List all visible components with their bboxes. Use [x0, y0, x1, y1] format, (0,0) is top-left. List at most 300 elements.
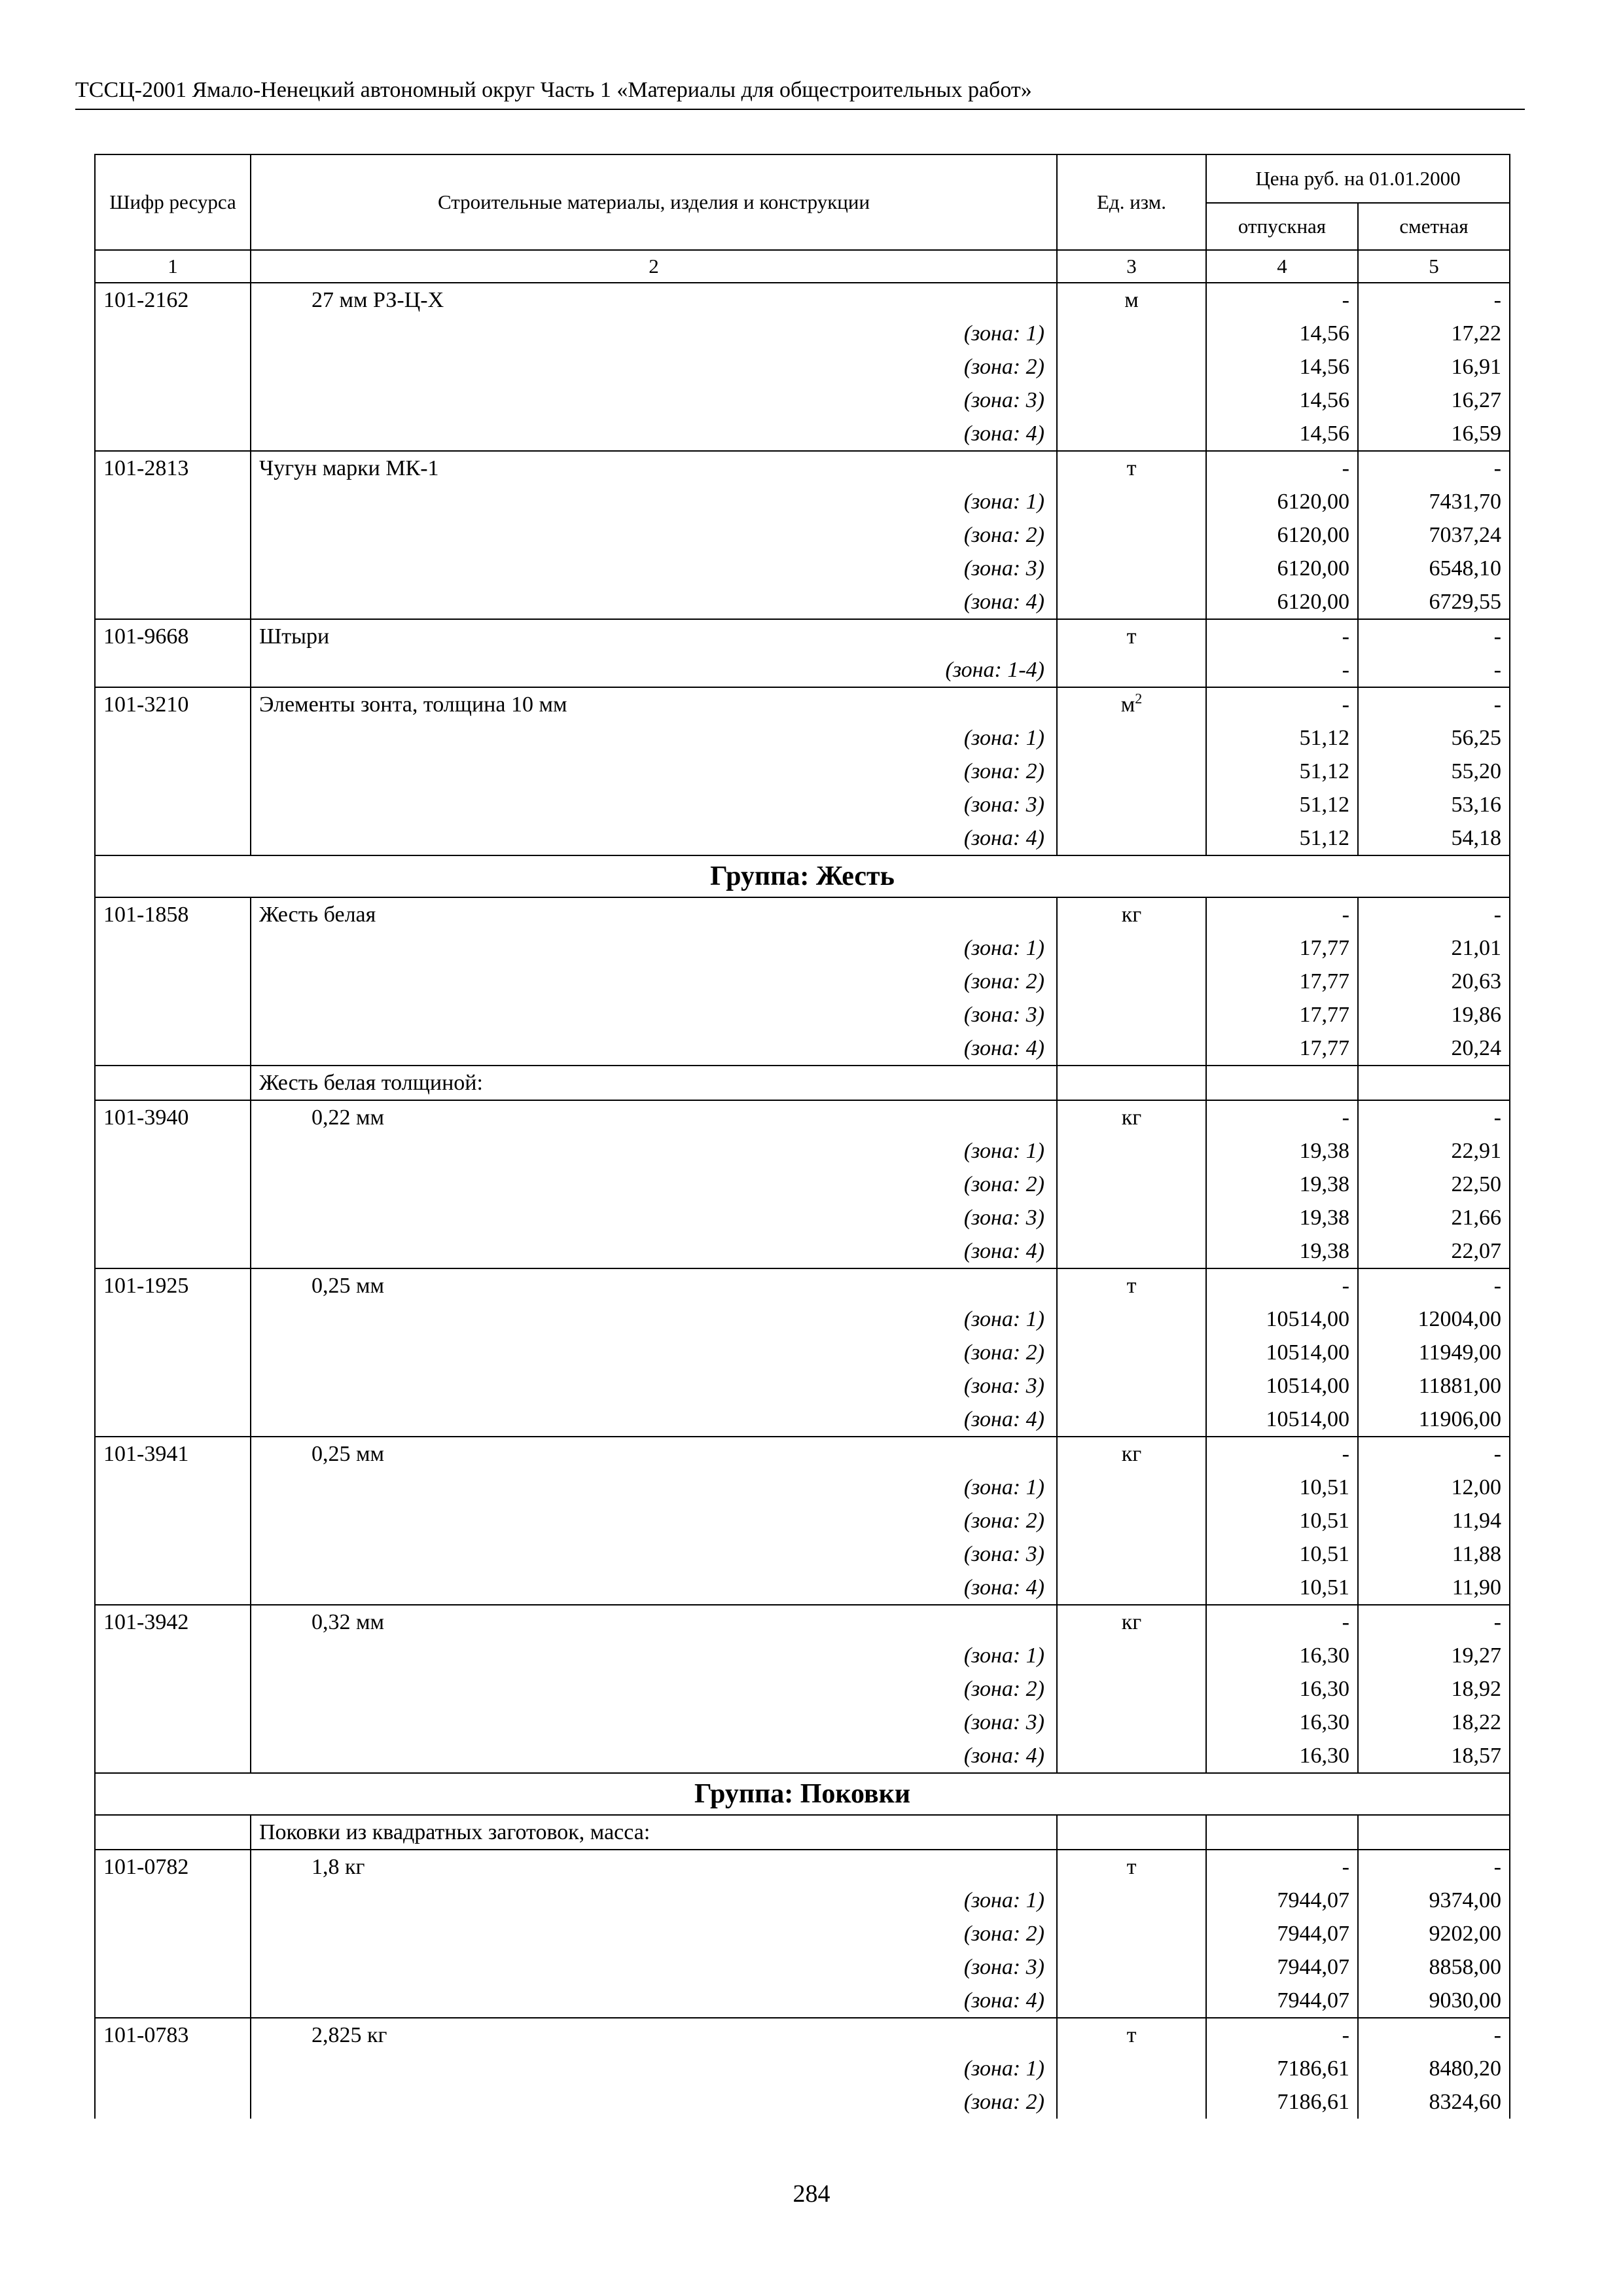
- unit-cell: [1057, 585, 1206, 619]
- unit-cell: [1057, 1917, 1206, 1950]
- release-price: 19,38: [1206, 1168, 1358, 1201]
- zone-row: [95, 1739, 1510, 1773]
- table-row: [95, 1850, 1510, 1884]
- unit-cell: [1057, 1066, 1206, 1100]
- unit-cell: [1057, 1706, 1206, 1739]
- zone-label: (зона: 4): [251, 1234, 1057, 1268]
- unit-cell: [1057, 965, 1206, 998]
- zone-label: (зона: 1): [251, 317, 1057, 350]
- zone-row: [95, 788, 1510, 821]
- zone-row: [95, 350, 1510, 384]
- price-table: [94, 154, 1510, 2119]
- release-price: 7944,07: [1206, 1984, 1358, 2018]
- zone-label: (зона: 4): [251, 821, 1057, 855]
- unit-cell: [1057, 897, 1206, 931]
- unit-cell: [1057, 417, 1206, 451]
- zone-label: (зона: 4): [251, 417, 1057, 451]
- resource-code: [95, 931, 251, 965]
- unit-cell: [1057, 931, 1206, 965]
- unit-cell: [1057, 653, 1206, 687]
- zone-label: (зона: 2): [251, 1917, 1057, 1950]
- unit-text: м: [1120, 692, 1135, 717]
- zone-row: [95, 1336, 1510, 1369]
- unit-cell: [1057, 1268, 1206, 1302]
- zone-label: (зона: 1): [251, 485, 1057, 518]
- resource-code: [95, 1336, 251, 1369]
- unit-text: т: [1126, 624, 1137, 649]
- resource-code: 101-3210: [95, 687, 251, 721]
- table-row: [95, 619, 1510, 653]
- zone-label: (зона: 3): [251, 1950, 1057, 1984]
- unit-cell: [1057, 1302, 1206, 1336]
- unit-cell: [1057, 451, 1206, 485]
- unit-cell: [1057, 1739, 1206, 1773]
- estimate-price: 9030,00: [1358, 1984, 1510, 2018]
- material-name: 1,8 кг: [251, 1850, 1057, 1884]
- zone-label: (зона: 3): [251, 998, 1057, 1031]
- material-name: Чугун марки МК-1: [251, 451, 1057, 485]
- unit-text: кг: [1121, 903, 1142, 927]
- zone-label: (зона: 1): [251, 1302, 1057, 1336]
- resource-code: [95, 1168, 251, 1201]
- estimate-price: 11906,00: [1358, 1403, 1510, 1437]
- unit-cell: [1057, 1984, 1206, 2018]
- resource-code: [95, 485, 251, 518]
- zone-row: [95, 1706, 1510, 1739]
- release-price: 10,51: [1206, 1537, 1358, 1571]
- release-price: 16,30: [1206, 1672, 1358, 1706]
- table-row: [95, 2018, 1510, 2052]
- unit-cell: [1057, 350, 1206, 384]
- zone-row: [95, 1168, 1510, 1201]
- unit-cell: [1057, 552, 1206, 585]
- table-row: [95, 451, 1510, 485]
- group-title: Группа: Поковки: [95, 1773, 1510, 1815]
- resource-code: 101-1925: [95, 1268, 251, 1302]
- resource-code: [95, 1815, 251, 1850]
- estimate-price: 20,24: [1358, 1031, 1510, 1066]
- estimate-price: -: [1358, 897, 1510, 931]
- zone-label: (зона: 4): [251, 1984, 1057, 2018]
- caption-text: Жесть белая толщиной:: [251, 1066, 1057, 1100]
- zone-row: [95, 317, 1510, 350]
- unit-cell: [1057, 1537, 1206, 1571]
- estimate-price: 6729,55: [1358, 585, 1510, 619]
- release-price: 51,12: [1206, 821, 1358, 855]
- resource-code: [95, 585, 251, 619]
- estimate-price: 22,50: [1358, 1168, 1510, 1201]
- estimate-price: -: [1358, 1605, 1510, 1639]
- resource-code: [95, 1950, 251, 1984]
- estimate-price: 56,25: [1358, 721, 1510, 755]
- table-body: [95, 283, 1510, 2119]
- release-price: -: [1206, 687, 1358, 721]
- estimate-price: -: [1358, 1850, 1510, 1884]
- unit-text: т: [1126, 456, 1137, 480]
- unit-text: кг: [1121, 1105, 1142, 1130]
- release-price: 17,77: [1206, 931, 1358, 965]
- zone-row: [95, 821, 1510, 855]
- zone-row: [95, 1234, 1510, 1268]
- column-number: 5: [1358, 250, 1510, 283]
- unit-text: т: [1126, 2023, 1137, 2047]
- estimate-price: 21,01: [1358, 931, 1510, 965]
- zone-label: (зона: 4): [251, 1031, 1057, 1066]
- estimate-price: -: [1358, 1437, 1510, 1471]
- zone-label: (зона: 3): [251, 1369, 1057, 1403]
- resource-code: [95, 2052, 251, 2085]
- zone-label: (зона: 2): [251, 1336, 1057, 1369]
- zone-label: (зона: 4): [251, 1403, 1057, 1437]
- table-row: [95, 1268, 1510, 1302]
- unit-text: т: [1126, 1855, 1137, 1879]
- estimate-price: 12004,00: [1358, 1302, 1510, 1336]
- unit-cell: [1057, 1884, 1206, 1917]
- release-price: 19,38: [1206, 1234, 1358, 1268]
- column-header-estimate: сметная: [1358, 203, 1510, 250]
- estimate-price: [1358, 1815, 1510, 1850]
- unit-cell: [1057, 384, 1206, 417]
- release-price: 10514,00: [1206, 1403, 1358, 1437]
- unit-text: м: [1124, 288, 1139, 312]
- unit-cell: [1057, 755, 1206, 788]
- material-name: 0,32 мм: [251, 1605, 1057, 1639]
- zone-label: (зона: 3): [251, 552, 1057, 585]
- release-price: 16,30: [1206, 1739, 1358, 1773]
- resource-code: [95, 1884, 251, 1917]
- estimate-price: 8324,60: [1358, 2085, 1510, 2119]
- zone-row: [95, 417, 1510, 451]
- zone-label: (зона: 1): [251, 1884, 1057, 1917]
- release-price: 51,12: [1206, 788, 1358, 821]
- unit-cell: [1057, 2052, 1206, 2085]
- column-header-unit: Ед. изм.: [1057, 154, 1206, 250]
- resource-code: [95, 1639, 251, 1672]
- estimate-price: 22,91: [1358, 1134, 1510, 1168]
- zone-label: (зона: 1): [251, 1134, 1057, 1168]
- release-price: 6120,00: [1206, 552, 1358, 585]
- resource-code: [95, 1134, 251, 1168]
- zone-label: (зона: 1-4): [251, 653, 1057, 687]
- table-row: [95, 687, 1510, 721]
- unit-cell: [1057, 788, 1206, 821]
- estimate-price: -: [1358, 2018, 1510, 2052]
- unit-cell: [1057, 1672, 1206, 1706]
- estimate-price: 22,07: [1358, 1234, 1510, 1268]
- zone-label: (зона: 1): [251, 2052, 1057, 2085]
- price-table-wrapper: [94, 154, 1509, 2119]
- estimate-price: 11,88: [1358, 1537, 1510, 1571]
- unit-cell: [1057, 2018, 1206, 2052]
- estimate-price: 17,22: [1358, 317, 1510, 350]
- release-price: 19,38: [1206, 1134, 1358, 1168]
- estimate-price: -: [1358, 619, 1510, 653]
- resource-code: [95, 518, 251, 552]
- zone-label: (зона: 3): [251, 1706, 1057, 1739]
- release-price: 7186,61: [1206, 2052, 1358, 2085]
- release-price: -: [1206, 619, 1358, 653]
- zone-row: [95, 2085, 1510, 2119]
- resource-code: [95, 755, 251, 788]
- release-price: 10,51: [1206, 1471, 1358, 1504]
- resource-code: [95, 1984, 251, 2018]
- table-row: [95, 897, 1510, 931]
- resource-code: [95, 1234, 251, 1268]
- resource-code: [95, 2085, 251, 2119]
- release-price: 19,38: [1206, 1201, 1358, 1234]
- table-head: [95, 154, 1510, 283]
- zone-label: (зона: 4): [251, 1571, 1057, 1605]
- zone-row: [95, 998, 1510, 1031]
- zone-label: (зона: 1): [251, 1471, 1057, 1504]
- estimate-price: 6548,10: [1358, 552, 1510, 585]
- column-header-price: Цена руб. на 01.01.2000: [1206, 154, 1510, 203]
- zone-label: (зона: 4): [251, 585, 1057, 619]
- release-price: -: [1206, 1268, 1358, 1302]
- resource-code: [95, 1302, 251, 1336]
- unit-cell: [1057, 1134, 1206, 1168]
- column-number: 3: [1057, 250, 1206, 283]
- unit-cell: [1057, 1639, 1206, 1672]
- release-price: 7944,07: [1206, 1884, 1358, 1917]
- release-price: -: [1206, 1437, 1358, 1471]
- unit-cell: [1057, 1336, 1206, 1369]
- release-price: 10,51: [1206, 1571, 1358, 1605]
- estimate-price: 7431,70: [1358, 485, 1510, 518]
- column-number: 2: [251, 250, 1057, 283]
- zone-row: [95, 1537, 1510, 1571]
- group-row: [95, 1773, 1510, 1815]
- release-price: [1206, 1066, 1358, 1100]
- column-header-release: отпускная: [1206, 203, 1358, 250]
- resource-code: 101-2813: [95, 451, 251, 485]
- release-price: 51,12: [1206, 755, 1358, 788]
- page-number: 284: [793, 2180, 830, 2208]
- group-row: [95, 855, 1510, 897]
- unit-text: кг: [1121, 1442, 1142, 1466]
- unit-text: т: [1126, 1274, 1137, 1298]
- unit-cell: [1057, 283, 1206, 317]
- estimate-price: 16,91: [1358, 350, 1510, 384]
- resource-code: [95, 384, 251, 417]
- material-name: 0,25 мм: [251, 1268, 1057, 1302]
- zone-row: [95, 1950, 1510, 1984]
- zone-row: [95, 585, 1510, 619]
- release-price: 10514,00: [1206, 1336, 1358, 1369]
- unit-cell: [1057, 1605, 1206, 1639]
- release-price: 16,30: [1206, 1639, 1358, 1672]
- zone-row: [95, 1403, 1510, 1437]
- estimate-price: -: [1358, 1268, 1510, 1302]
- unit-cell: [1057, 721, 1206, 755]
- unit-cell: [1057, 518, 1206, 552]
- group-title: Группа: Жесть: [95, 855, 1510, 897]
- zone-label: (зона: 3): [251, 788, 1057, 821]
- release-price: 17,77: [1206, 998, 1358, 1031]
- resource-code: [95, 1369, 251, 1403]
- zone-label: (зона: 2): [251, 1504, 1057, 1537]
- resource-code: [95, 1537, 251, 1571]
- estimate-price: 11881,00: [1358, 1369, 1510, 1403]
- unit-cell: [1057, 317, 1206, 350]
- resource-code: 101-3941: [95, 1437, 251, 1471]
- release-price: -: [1206, 1100, 1358, 1134]
- estimate-price: 21,66: [1358, 1201, 1510, 1234]
- resource-code: [95, 1403, 251, 1437]
- zone-row: [95, 1031, 1510, 1066]
- estimate-price: 16,27: [1358, 384, 1510, 417]
- caption-row: [95, 1066, 1510, 1100]
- resource-code: [95, 1739, 251, 1773]
- release-price: 16,30: [1206, 1706, 1358, 1739]
- table-row: [95, 283, 1510, 317]
- table-row: [95, 1605, 1510, 1639]
- resource-code: [95, 350, 251, 384]
- zone-row: [95, 721, 1510, 755]
- unit-cell: [1057, 1950, 1206, 1984]
- zone-label: (зона: 2): [251, 2085, 1057, 2119]
- release-price: 10,51: [1206, 1504, 1358, 1537]
- release-price: 14,56: [1206, 350, 1358, 384]
- zone-label: (зона: 1): [251, 931, 1057, 965]
- unit-cell: [1057, 1031, 1206, 1066]
- estimate-price: 9202,00: [1358, 1917, 1510, 1950]
- release-price: 6120,00: [1206, 485, 1358, 518]
- release-price: 14,56: [1206, 317, 1358, 350]
- zone-label: (зона: 2): [251, 518, 1057, 552]
- material-name: Жесть белая: [251, 897, 1057, 931]
- release-price: 17,77: [1206, 965, 1358, 998]
- zone-row: [95, 1917, 1510, 1950]
- estimate-price: 19,86: [1358, 998, 1510, 1031]
- resource-code: 101-3940: [95, 1100, 251, 1134]
- unit-cell: [1057, 998, 1206, 1031]
- zone-label: (зона: 2): [251, 1672, 1057, 1706]
- resource-code: [95, 1672, 251, 1706]
- zone-row: [95, 1134, 1510, 1168]
- resource-code: [95, 1504, 251, 1537]
- unit-cell: [1057, 1369, 1206, 1403]
- document-header: ТССЦ-2001 Ямало-Ненецкий автономный округ Часть 1 «Материалы для общестроительных работ»: [75, 77, 1525, 110]
- unit-superscript: 2: [1135, 690, 1143, 707]
- zone-row: [95, 1369, 1510, 1403]
- release-price: -: [1206, 283, 1358, 317]
- estimate-price: 11,94: [1358, 1504, 1510, 1537]
- unit-cell: [1057, 1403, 1206, 1437]
- release-price: -: [1206, 2018, 1358, 2052]
- zone-row: [95, 965, 1510, 998]
- resource-code: 101-9668: [95, 619, 251, 653]
- unit-cell: [1057, 1100, 1206, 1134]
- release-price: 17,77: [1206, 1031, 1358, 1066]
- estimate-price: 7037,24: [1358, 518, 1510, 552]
- resource-code: [95, 417, 251, 451]
- zone-row: [95, 931, 1510, 965]
- zone-label: (зона: 3): [251, 384, 1057, 417]
- material-name: Штыри: [251, 619, 1057, 653]
- zone-row: [95, 552, 1510, 585]
- zone-row: [95, 1504, 1510, 1537]
- zone-row: [95, 1884, 1510, 1917]
- resource-code: 101-1858: [95, 897, 251, 931]
- estimate-price: -: [1358, 653, 1510, 687]
- resource-code: [95, 965, 251, 998]
- resource-code: [95, 1201, 251, 1234]
- unit-cell: [1057, 1234, 1206, 1268]
- estimate-price: 55,20: [1358, 755, 1510, 788]
- resource-code: [95, 1917, 251, 1950]
- estimate-price: 16,59: [1358, 417, 1510, 451]
- estimate-price: 8480,20: [1358, 2052, 1510, 2085]
- unit-cell: [1057, 485, 1206, 518]
- unit-cell: [1057, 1571, 1206, 1605]
- release-price: 14,56: [1206, 384, 1358, 417]
- resource-code: [95, 721, 251, 755]
- estimate-price: 53,16: [1358, 788, 1510, 821]
- unit-text: кг: [1121, 1610, 1142, 1634]
- estimate-price: -: [1358, 1100, 1510, 1134]
- unit-cell: [1057, 687, 1206, 721]
- zone-label: (зона: 3): [251, 1201, 1057, 1234]
- column-header-code: Шифр ресурса: [95, 154, 251, 250]
- estimate-price: 18,22: [1358, 1706, 1510, 1739]
- zone-row: [95, 1639, 1510, 1672]
- zone-label: (зона: 2): [251, 965, 1057, 998]
- zone-label: (зона: 2): [251, 350, 1057, 384]
- estimate-price: 20,63: [1358, 965, 1510, 998]
- zone-label: (зона: 1): [251, 721, 1057, 755]
- zone-row: [95, 653, 1510, 687]
- resource-code: [95, 998, 251, 1031]
- release-price: 14,56: [1206, 417, 1358, 451]
- unit-cell: [1057, 1437, 1206, 1471]
- zone-label: (зона: 1): [251, 1639, 1057, 1672]
- resource-code: [95, 1706, 251, 1739]
- unit-cell: [1057, 1815, 1206, 1850]
- zone-row: [95, 1984, 1510, 2018]
- release-price: -: [1206, 897, 1358, 931]
- material-name: 0,22 мм: [251, 1100, 1057, 1134]
- unit-cell: [1057, 1201, 1206, 1234]
- resource-code: 101-0783: [95, 2018, 251, 2052]
- release-price: 6120,00: [1206, 518, 1358, 552]
- estimate-price: -: [1358, 451, 1510, 485]
- resource-code: [95, 1471, 251, 1504]
- estimate-price: 54,18: [1358, 821, 1510, 855]
- caption-row: [95, 1815, 1510, 1850]
- estimate-price: 19,27: [1358, 1639, 1510, 1672]
- unit-cell: [1057, 1471, 1206, 1504]
- estimate-price: 9374,00: [1358, 1884, 1510, 1917]
- column-number: 4: [1206, 250, 1358, 283]
- material-name: 2,825 кг: [251, 2018, 1057, 2052]
- zone-label: (зона: 2): [251, 755, 1057, 788]
- zone-label: (зона: 2): [251, 1168, 1057, 1201]
- zone-row: [95, 384, 1510, 417]
- resource-code: [95, 1031, 251, 1066]
- resource-code: 101-3942: [95, 1605, 251, 1639]
- resource-code: [95, 1066, 251, 1100]
- resource-code: [95, 552, 251, 585]
- caption-text: Поковки из квадратных заготовок, масса:: [251, 1815, 1057, 1850]
- release-price: 6120,00: [1206, 585, 1358, 619]
- unit-cell: [1057, 619, 1206, 653]
- zone-row: [95, 518, 1510, 552]
- resource-code: [95, 821, 251, 855]
- release-price: 10514,00: [1206, 1369, 1358, 1403]
- estimate-price: -: [1358, 283, 1510, 317]
- release-price: 7944,07: [1206, 1917, 1358, 1950]
